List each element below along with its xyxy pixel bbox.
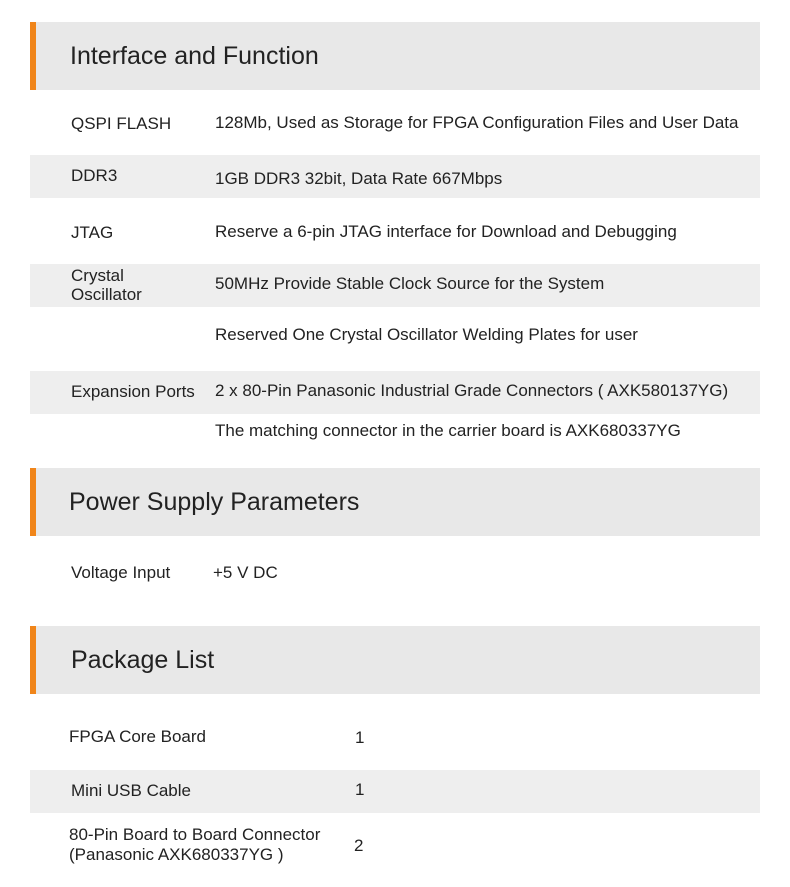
spec-value: +5 V DC — [213, 563, 278, 582]
spec-label: Voltage Input — [71, 563, 171, 582]
section-title: Interface and Function — [70, 42, 319, 70]
spec-row-expansion — [30, 371, 760, 414]
package-row-connector — [30, 822, 760, 872]
spec-row-crystal-reserved — [30, 315, 760, 359]
spec-label-line2: Oscillator — [71, 285, 142, 304]
spec-value: 128Mb, Used as Storage for FPGA Configuration Files and User Data — [215, 113, 739, 132]
spec-label: Expansion Ports — [71, 382, 195, 401]
spec-row-expansion-matching — [30, 414, 760, 454]
spec-value: 2 x 80-Pin Panasonic Industrial Grade Connectors ( AXK580137YG) — [215, 381, 729, 400]
spec-row-crystal — [30, 264, 760, 307]
spec-value: Reserve a 6-pin JTAG interface for Download and Debugging — [215, 222, 677, 241]
spec-label-line1: Crystal — [71, 266, 124, 285]
spec-row-qspi — [30, 102, 760, 146]
spec-value: 50MHz Provide Stable Clock Source for the System — [215, 274, 605, 293]
spec-label: QSPI FLASH — [71, 114, 172, 133]
package-item-qty: 1 — [355, 780, 365, 799]
spec-row-jtag — [30, 210, 760, 254]
package-item-qty: 1 — [355, 728, 365, 747]
section-interface-header — [30, 22, 760, 90]
spec-label: DDR3 — [71, 166, 118, 185]
package-item-qty: 2 — [354, 836, 364, 855]
spec-value: 1GB DDR3 32bit, Data Rate 667Mbps — [215, 169, 503, 188]
section-package-header — [30, 626, 760, 694]
spec-label: JTAG — [71, 223, 114, 242]
package-item-label: FPGA Core Board — [69, 727, 207, 746]
section-title: Package List — [71, 646, 215, 674]
spec-value: Reserved One Crystal Oscillator Welding Plates for user — [215, 325, 638, 344]
section-power-header — [30, 468, 760, 536]
package-item-label-line2: (Panasonic AXK680337YG ) — [69, 845, 284, 864]
section-title: Power Supply Parameters — [69, 488, 360, 516]
package-row-core-board — [30, 716, 760, 760]
spec-value: The matching connector in the carrier board is AXK680337YG — [215, 421, 681, 440]
package-item-label: Mini USB Cable — [71, 781, 191, 800]
package-row-usb-cable — [30, 770, 760, 813]
accent-bar — [30, 22, 36, 90]
accent-bar — [30, 626, 36, 694]
spec-row-voltage — [30, 552, 760, 596]
package-item-label-line1: 80-Pin Board to Board Connector — [69, 825, 321, 844]
accent-bar — [30, 468, 36, 536]
spec-row-ddr3 — [30, 155, 760, 198]
